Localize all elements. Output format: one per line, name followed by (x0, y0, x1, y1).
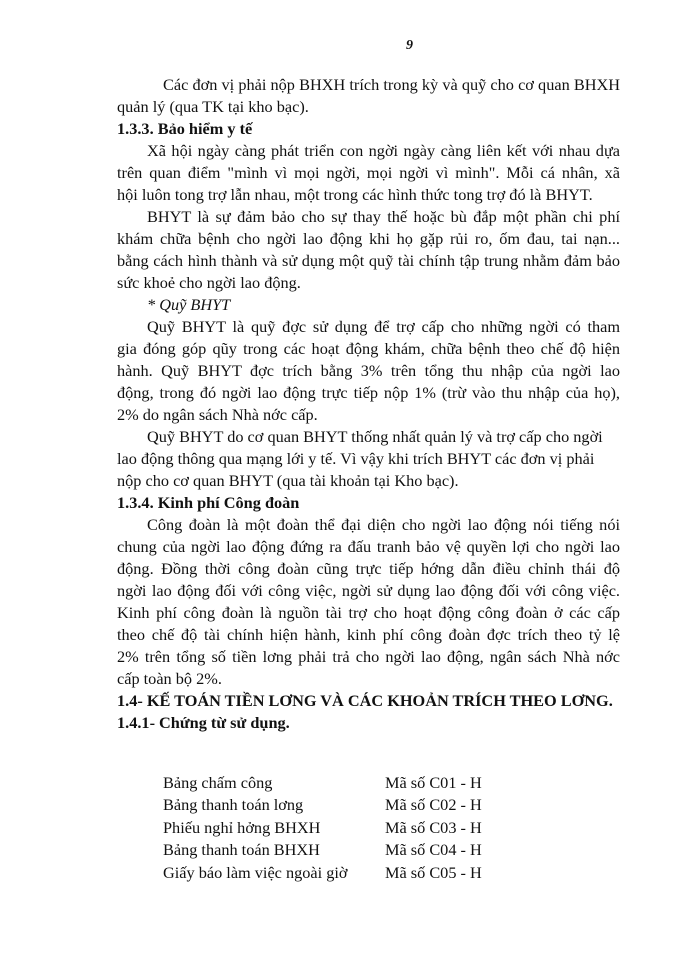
section-heading-1-4-1: 1.4.1- Chứng từ sử dụng. (117, 713, 290, 732)
document-name: Bảng thanh toán BHXH (163, 840, 320, 860)
paragraph-line: lao động thông qua mạng lới y tế. Vì vậy khi trích BHYT các đơn vị phải (117, 449, 595, 468)
table-row (163, 818, 482, 840)
paragraph-line: BHYT là sự đảm bảo cho sự thay thế hoặc bù đắp một phần chi phí (147, 207, 620, 226)
paragraph-line: sức khoẻ cho ngời lao động. (117, 273, 301, 292)
document-name: Phiếu nghỉ hởng BHXH (163, 817, 321, 837)
document-name: Giấy báo làm việc ngoài giờ (163, 862, 348, 882)
paragraph-line: chung của ngời lao động đứng ra đấu tranh bảo vệ quyền lợi cho ngời lao (117, 537, 620, 556)
document-code: Mã số C05 - H (385, 862, 482, 882)
paragraph-line: quản lý (qua TK tại kho bạc). (117, 97, 309, 116)
paragraph-line: hội luôn tong trợ lẫn nhau, một trong các hình thức tong trợ đó là BHYT. (117, 185, 593, 204)
paragraph-line: trên quan điểm "mình vì mọi ngời, mọi ngời vì mình". Mỗi cá nhân, xã (117, 163, 620, 182)
paragraph-line: động. Đồng thời công đoàn cũng trực tiếp hớng dẫn điều chỉnh thái độ (117, 559, 620, 578)
paragraph-line: Xã hội ngày càng phát triển con ngời ngày càng liên kết với nhau dựa (147, 141, 620, 160)
paragraph-line: Kinh phí công đoàn là nguồn tài trợ cho hoạt động công đoàn ở các cấp (117, 603, 620, 622)
paragraph-line: theo chế độ tài chính hiện hành, kinh phí công đoàn đợc trích theo tỷ lệ (117, 625, 620, 644)
document-name: Bảng chấm công (163, 773, 273, 792)
documents-table (163, 773, 482, 885)
paragraph-line: 2% trên tổng số tiền lơng phải trả cho ngời lao động, ngân sách Nhà nớc (117, 647, 620, 666)
paragraph-line: Các đơn vị phải nộp BHXH trích trong kỳ và quỹ cho cơ quan BHXH (163, 75, 620, 94)
document-body (117, 74, 620, 885)
table-row (163, 795, 482, 817)
document-name: Bảng thanh toán lơng (163, 795, 304, 815)
paragraph-line: Quỹ BHYT là quỹ đợc sử dụng để trợ cấp cho những ngời có tham (147, 317, 620, 336)
section-heading-1-4: 1.4- KẾ TOÁN TIỀN LƠNG VÀ CÁC KHOẢN TRÍCH THEO LƠNG. (117, 691, 613, 710)
paragraph-line: gia đóng góp qũy trong các hoạt động khám, chữa bệnh theo chế độ hiện (117, 339, 620, 358)
paragraph-line: cấp toàn bộ 2%. (117, 669, 222, 688)
paragraph-line: Quỹ BHYT do cơ quan BHYT thống nhất quản lý và trợ cấp cho ngời (147, 427, 603, 446)
table-row (163, 840, 482, 862)
section-heading-1-3-3: 1.3.3. Bảo hiểm y tế (117, 119, 253, 138)
page-number: 9 (406, 38, 413, 53)
document-code: Mã số C04 - H (385, 840, 482, 860)
paragraph-line: động, trong đó ngời lao động trực tiếp nộp 1% (trừ vào thu nhập của họ), (117, 383, 620, 402)
paragraph-line: nộp cho cơ quan BHYT (qua tài khoản tại Kho bạc). (117, 471, 459, 490)
paragraph-line: bằng cách hình thành và sử dụng một quỹ tài chính tập trung nhằm đảm bảo (117, 251, 620, 270)
document-code: Mã số C02 - H (385, 795, 482, 815)
table-row (163, 863, 482, 885)
document-code: Mã số C01 - H (385, 773, 482, 792)
fund-label: * Quỹ BHYT (147, 295, 231, 314)
document-code: Mã số C03 - H (385, 817, 482, 837)
paragraph-line: 2% do ngân sách Nhà nớc cấp. (117, 405, 318, 424)
table-row (163, 773, 482, 795)
paragraph-line: khám chữa bệnh cho ngời lao động khi họ gặp rủi ro, ốm đau, tai nạn... (117, 229, 620, 248)
paragraph-line: hành. Quỹ BHYT đợc trích bằng 3% trên tổng thu nhập của ngời lao (117, 361, 620, 380)
paragraph-line: Công đoàn là một đoàn thể đại diện cho ngời lao động nói tiếng nói (147, 515, 620, 534)
section-heading-1-3-4: 1.3.4. Kinh phí Công đoàn (117, 493, 300, 512)
paragraph-line: ngời lao động đối với công việc, ngời sử dụng lao động đối với công việc. (117, 581, 620, 600)
